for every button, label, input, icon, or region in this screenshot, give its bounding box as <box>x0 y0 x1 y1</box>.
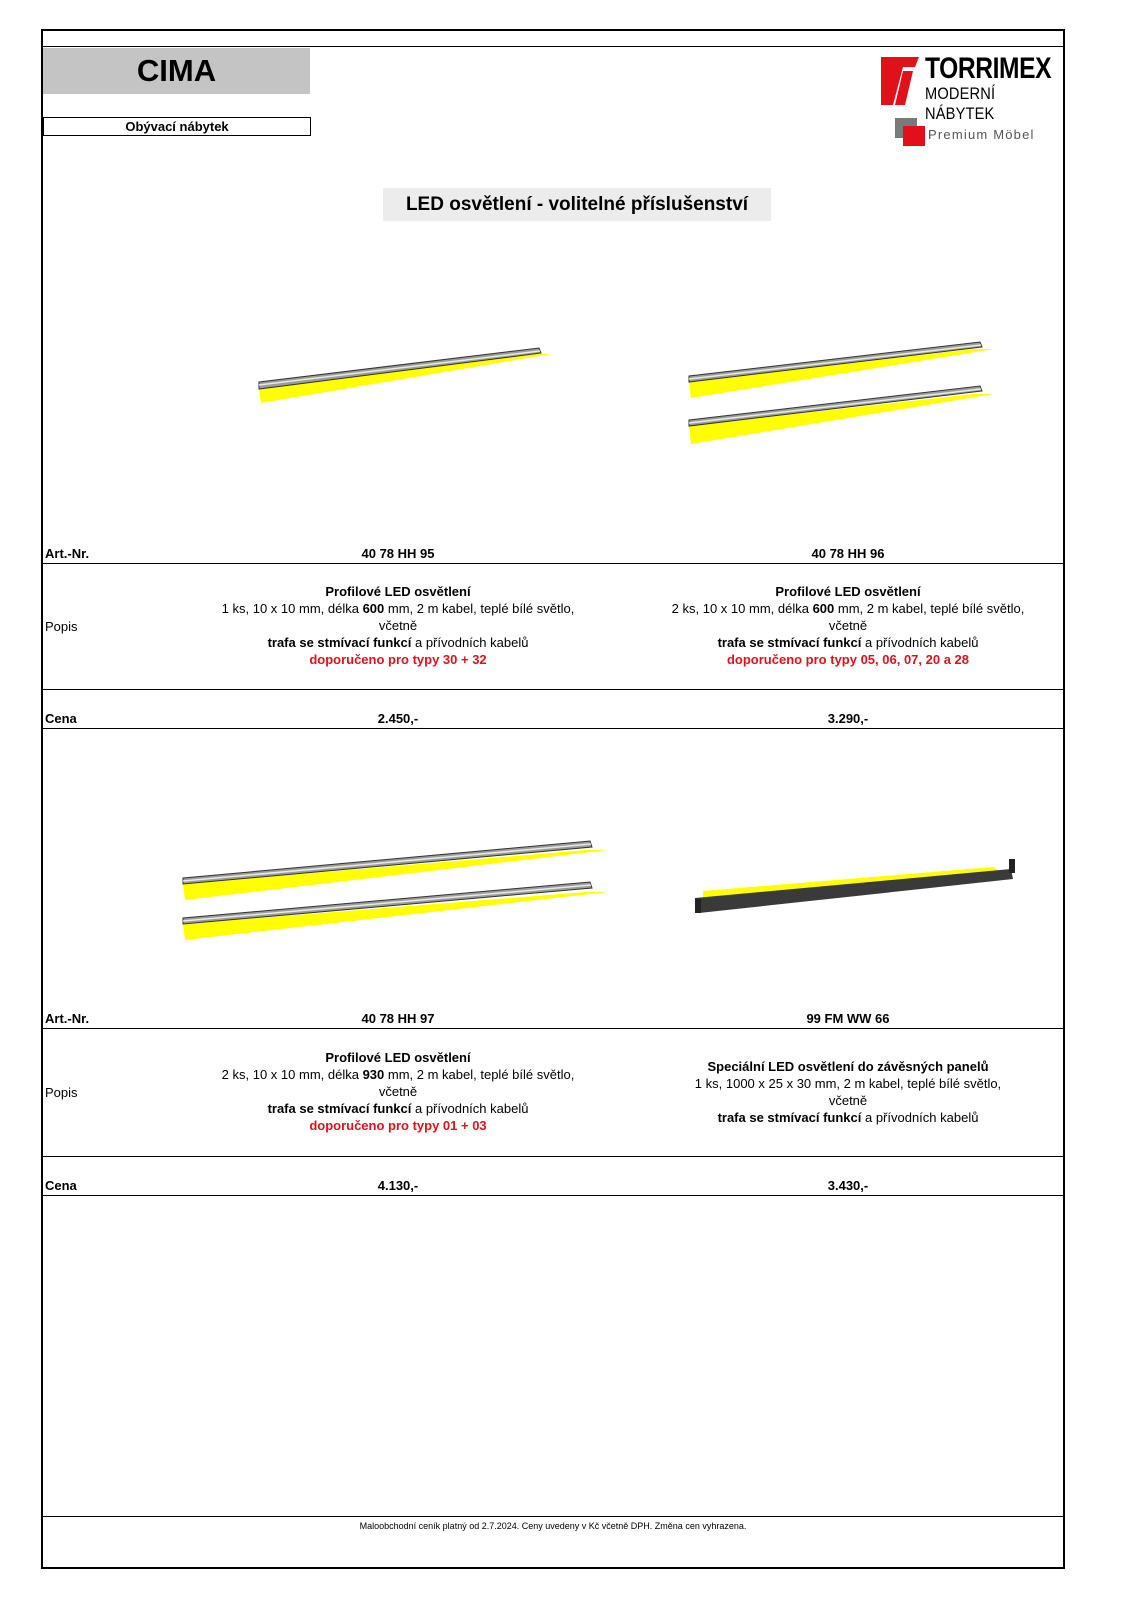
panel-led-bar-icon <box>693 851 1018 916</box>
product-description <box>608 1058 1088 1126</box>
premium-moebel-icon <box>895 118 925 146</box>
section-title: LED osvětlení - volitelné příslušenství <box>383 188 771 221</box>
art-number: 40 78 HH 97 <box>361 1011 435 1026</box>
product-spec: 2 ks, 10 x 10 mm, délka 930 mm, 2 m kabel, teplé bílé světlo, <box>221 1067 575 1082</box>
single-led-profile-icon <box>253 341 553 406</box>
table-rule <box>43 1028 1063 1029</box>
product-spec: 2 ks, 10 x 10 mm, délka 600 mm, 2 m kabel, teplé bílé světlo, <box>671 601 1025 616</box>
product-accessories: trafa se stmívací funkcí a přívodních kabelů <box>717 1110 979 1125</box>
art-number: 40 78 HH 96 <box>811 546 885 561</box>
price-list-page <box>41 29 1065 1569</box>
brand-tagline: MODERNÍ NÁBYTEK <box>925 84 996 123</box>
product-spec-includes: včetně <box>378 618 418 633</box>
art-label: Art.-Nr. <box>45 1011 90 1026</box>
product-title: Profilové LED osvětlení <box>775 584 921 599</box>
table-rule <box>43 1156 1063 1157</box>
product-title: Profilové LED osvětlení <box>325 584 471 599</box>
brand-name: TORRIMEX <box>925 52 1052 85</box>
table-rule <box>43 689 1063 690</box>
price-label: Cena <box>45 711 77 726</box>
price: 3.290,- <box>827 711 869 726</box>
art-label: Art.-Nr. <box>45 546 90 561</box>
category-label: Obývací nábytek <box>43 117 311 136</box>
description-label: Popis <box>45 1085 78 1100</box>
price-label: Cena <box>45 1178 77 1193</box>
recommendation: doporučeno pro typy 05, 06, 07, 20 a 28 <box>726 652 970 667</box>
product-spec: 1 ks, 1000 x 25 x 30 mm, 2 m kabel, teplé bílé světlo, <box>694 1076 1002 1091</box>
product-description <box>608 583 1088 668</box>
product-spec-includes: včetně <box>378 1084 418 1099</box>
product-title: Speciální LED osvětlení do závěsných panelů <box>707 1059 989 1074</box>
table-rule <box>43 1195 1063 1196</box>
header-top-rule <box>43 46 1063 47</box>
product-description <box>158 1049 638 1134</box>
recommendation: doporučeno pro typy 30 + 32 <box>309 652 487 667</box>
recommendation: doporučeno pro typy 01 + 03 <box>309 1118 487 1133</box>
collection-title: CIMA <box>43 48 310 94</box>
product-spec-includes: včetně <box>828 1093 868 1108</box>
art-number: 99 FM WW 66 <box>806 1011 890 1026</box>
partner-name: Premium Möbel <box>928 127 1035 142</box>
price: 4.130,- <box>377 1178 419 1193</box>
double-led-profile-icon <box>683 336 998 451</box>
double-long-led-profile-icon <box>178 836 613 941</box>
product-accessories: trafa se stmívací funkcí a přívodních kabelů <box>267 1101 529 1116</box>
footer-note: Maloobchodní ceník platný od 2.7.2024. Ceny uvedeny v Kč včetně DPH. Změna cen vyhrazena. <box>359 1521 747 1531</box>
table-rule <box>43 563 1063 564</box>
footer-rule <box>43 1516 1063 1517</box>
product-spec-includes: včetně <box>828 618 868 633</box>
description-label: Popis <box>45 619 78 634</box>
product-accessories: trafa se stmívací funkcí a přívodních kabelů <box>717 635 979 650</box>
product-title: Profilové LED osvětlení <box>325 1050 471 1065</box>
product-accessories: trafa se stmívací funkcí a přívodních kabelů <box>267 635 529 650</box>
price: 2.450,- <box>377 711 419 726</box>
product-description <box>158 583 638 668</box>
table-rule <box>43 728 1063 729</box>
art-number: 40 78 HH 95 <box>361 546 435 561</box>
product-spec: 1 ks, 10 x 10 mm, délka 600 mm, 2 m kabel, teplé bílé světlo, <box>221 601 575 616</box>
price: 3.430,- <box>827 1178 869 1193</box>
